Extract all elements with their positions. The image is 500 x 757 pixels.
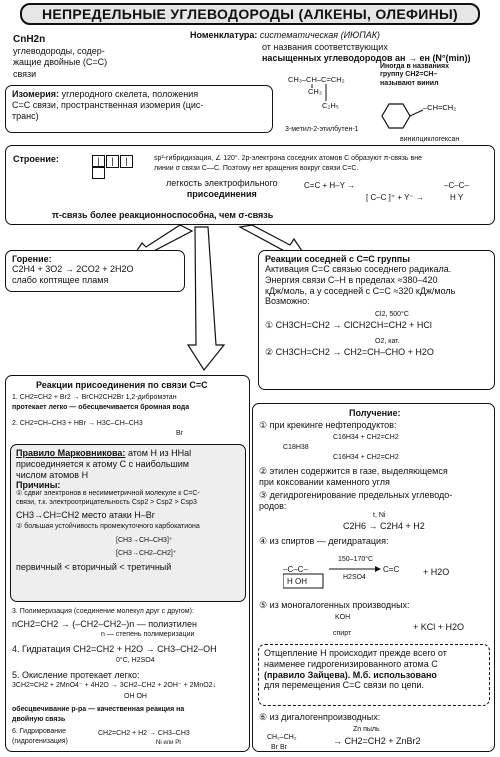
svg-text:–CH=CH₂: –CH=CH₂ [423,103,457,112]
preparation-label: Получение: [349,408,401,418]
zaitsev-box: Отщепление H происходит прежде всего от наименее гидрогенизированного атома C (правило Зайцева). М.б. использовано для перемещения C=C связи по цепи. [258,644,490,706]
hydration: 4. Гидратация CH2=CH2 + H2O → CH3–CH2–OH [12,644,217,654]
svg-text:CH₃–CH–C=CH₂: CH₃–CH–C=CH₂ [288,75,345,84]
dehydration-diagram [283,552,483,592]
nomenclature-line2: от названия соответствующих [262,42,388,52]
polymerization-3: n — степень полимеризации [101,631,195,638]
prep-3b: родов: [259,501,287,511]
oxidation-oh: OH OH [124,693,147,700]
nomenclature: Номенклатура: систематическая (ИЮПАК) [190,30,381,40]
pi-bond-note: π-связь более реакционноспособна, чем σ-связь [52,210,274,220]
addition-line-2: 2. CH2=CH–CH3 + HBr → H3C–CH–CH3 [12,420,143,427]
neighbor-reactions-box: Реакции соседней с C=C группы Активация C=C связью соседнего радикала. Энергия связи C–H в пределах ≈380–420 кДж/моль, а у соседней с C=C ≈320 кДж/моль Возможно: Cl2, 500°C ① CH3CH=CH2 → ClCH2CH=CH2 + HCl O2, кат. ② CH3CH=CH2 → CH2=CH–CHO + H2O [258,250,495,390]
prep-5: ⑤ из моногалогенных производных: [259,600,410,610]
structure-desc-2: линии σ связи C—C. Поэтому нет вращения вокруг связи C=C. [154,165,359,172]
addition-line-2b: Br [176,430,183,437]
prep-1-src: C18H38 [283,444,309,451]
electrophilic-note: легкость электрофильного присоединения [166,178,278,199]
addition-line-1: 1. CH2=CH2 + Br2 → BrCH2CH2Br 1,2-дибромэтан [12,394,177,401]
prep-1a: C16H34 + CH2=CH2 [333,434,399,441]
svg-text:–C–C–: –C–C– [444,181,469,190]
prep-2b: при коксовании каменного угля [259,477,390,487]
intro-text: углеводороды, содер- жащие двойные (C=C) связи [13,46,108,79]
prep-3-eq: C2H6 → C2H4 + H2 [343,521,425,531]
oxidation-note-2: двойную связь [12,716,66,723]
prep-5-cond: KOH [335,614,351,621]
svg-text:[ C–C ]⁺ + Y⁻ →: [ C–C ]⁺ + Y⁻ → [366,193,424,202]
orbital-cells-2 [92,166,106,181]
svg-text:C₂H₅: C₂H₅ [322,101,339,110]
prep-2a: ② этилен содержится в газе, выделяющемся [259,466,448,476]
prep-4-cond2: H2SO4 [343,574,366,581]
polymerization-2: nCH2=CH2 → (–CH2–CH2–)n — полиэтилен [12,619,198,629]
addition-reactions-box [5,375,250,752]
example-structure-diagram [286,64,366,119]
prep-4: ④ из спиртов — дегидратация: [259,536,389,546]
orbital-cells: | | | [78,151,134,168]
svg-text:CH₃: CH₃ [308,87,322,96]
isomerism-box: Изомерия: углеродного скелета, положения C=C связи, пространственная изомерия (цис- транс) [5,85,273,133]
svg-text:–C–C–: –C–C– [283,565,308,574]
svg-text:C=C: C=C [383,565,400,574]
oxidation: 5. Окисление протекает легко: [12,670,140,680]
prep-6: ⑥ из дигалогенпроизводных: [259,712,381,722]
hydrogenation-eq: CH2=CH2 + H2 → CH3–CH3 [98,730,190,737]
oxidation-eq: 3CH2=CH2 + 2MnO4⁻ + 4H2O → 3CH2–CH2 + 2OH⁻ + 2MnO2↓ [12,682,217,689]
addition-line-1b: протекает легко — обесцвечивается бромная вода [12,404,190,411]
prep-1: ① при крекинге нефтепродуктов: [259,420,397,430]
vinyl-note: Иногда в названиях группу CH2=CH– называют винил [380,63,450,87]
hydrogenation: 6. Гидрирование [12,728,66,735]
general-formula: CnH2n [13,34,46,45]
oxidation-note: обесцвечивание p-ра — качественная реакция на [12,706,185,713]
prep-5-eq: + KCl + H2O [413,622,465,632]
hydrogenation-cond: Ni или Pt [156,740,181,746]
combustion-box: Горение: C2H4 + 3O2 → 2CO2 + 2H2O слабо коптящее пламя [5,250,185,292]
svg-text:H OH: H OH [287,577,307,586]
addition-mechanism-diagram [304,174,494,208]
prep-6-eq: → CH2=CH2 + ZnBr2 [333,736,421,746]
prep-1b: C16H34 + CH2=CH2 [333,454,399,461]
prep-6-cond: Zn пыль [353,726,380,733]
addition-label: Реакции присоединения по связи C=C [36,380,208,390]
hydrogenation-2: (гидрогенизация) [12,738,68,745]
svg-text:H Y: H Y [450,193,464,202]
page-title: НЕПРЕДЕЛЬНЫЕ УГЛЕВОДОРОДЫ (АЛКЕНЫ, ОЛЕФИНЫ) [20,3,480,25]
svg-text:C=C + H–Y →: C=C + H–Y → [304,181,355,190]
prep-6-reactant: CH₂–CH₂ [267,734,297,741]
prep-3-cond: t, Ni [373,512,386,519]
prep-4-cond: 150–170°C [338,556,374,563]
structure-label: Строение: [13,154,59,164]
example-name: 3-метил-2-этилбутен-1 [285,126,359,133]
polymerization-1: 3. Полимеризация (соединение молекул друг с другом): [12,608,194,615]
prep-3a: ③ дегидрогенирование предельных углеводо- [259,490,453,500]
nomenclature-line3: насыщенных углеводородов ан → ен (N°(min)) [262,53,471,63]
vinyl-cyclohexane-label: винилциклогексан [400,136,460,143]
preparation-box [252,403,495,752]
prep-5-cond2: спирт [333,630,352,637]
hydration-cond: 0°C, H2SO4 [116,657,155,664]
structure-box [5,145,495,225]
markovnikov-box: Правило Марковникова: атом H из HHal присоединяется к атому C с наибольшим числом атомов H Причины: ① сдвиг электронов в несимметричной молекуле к C=C- связи, т.к. электроотрицательность Csp2 > Csp2 > Csp3 CH3→CH=CH2 место атаки H–Br ② большая устойчивость промежуточного карбокатиона [CH3→CH–CH3]⁺ [CH3→CH2–CH2]⁺ первичный < вторичный < третичный [10,444,246,602]
structure-desc-1: sp²-гибридизация, ∠ 120°. 2p-электрона соседних атомов C образуют π-связь вне [154,155,422,162]
prep-4-eq: + H2O [423,567,450,577]
prep-6-br: Br Br [271,744,287,751]
